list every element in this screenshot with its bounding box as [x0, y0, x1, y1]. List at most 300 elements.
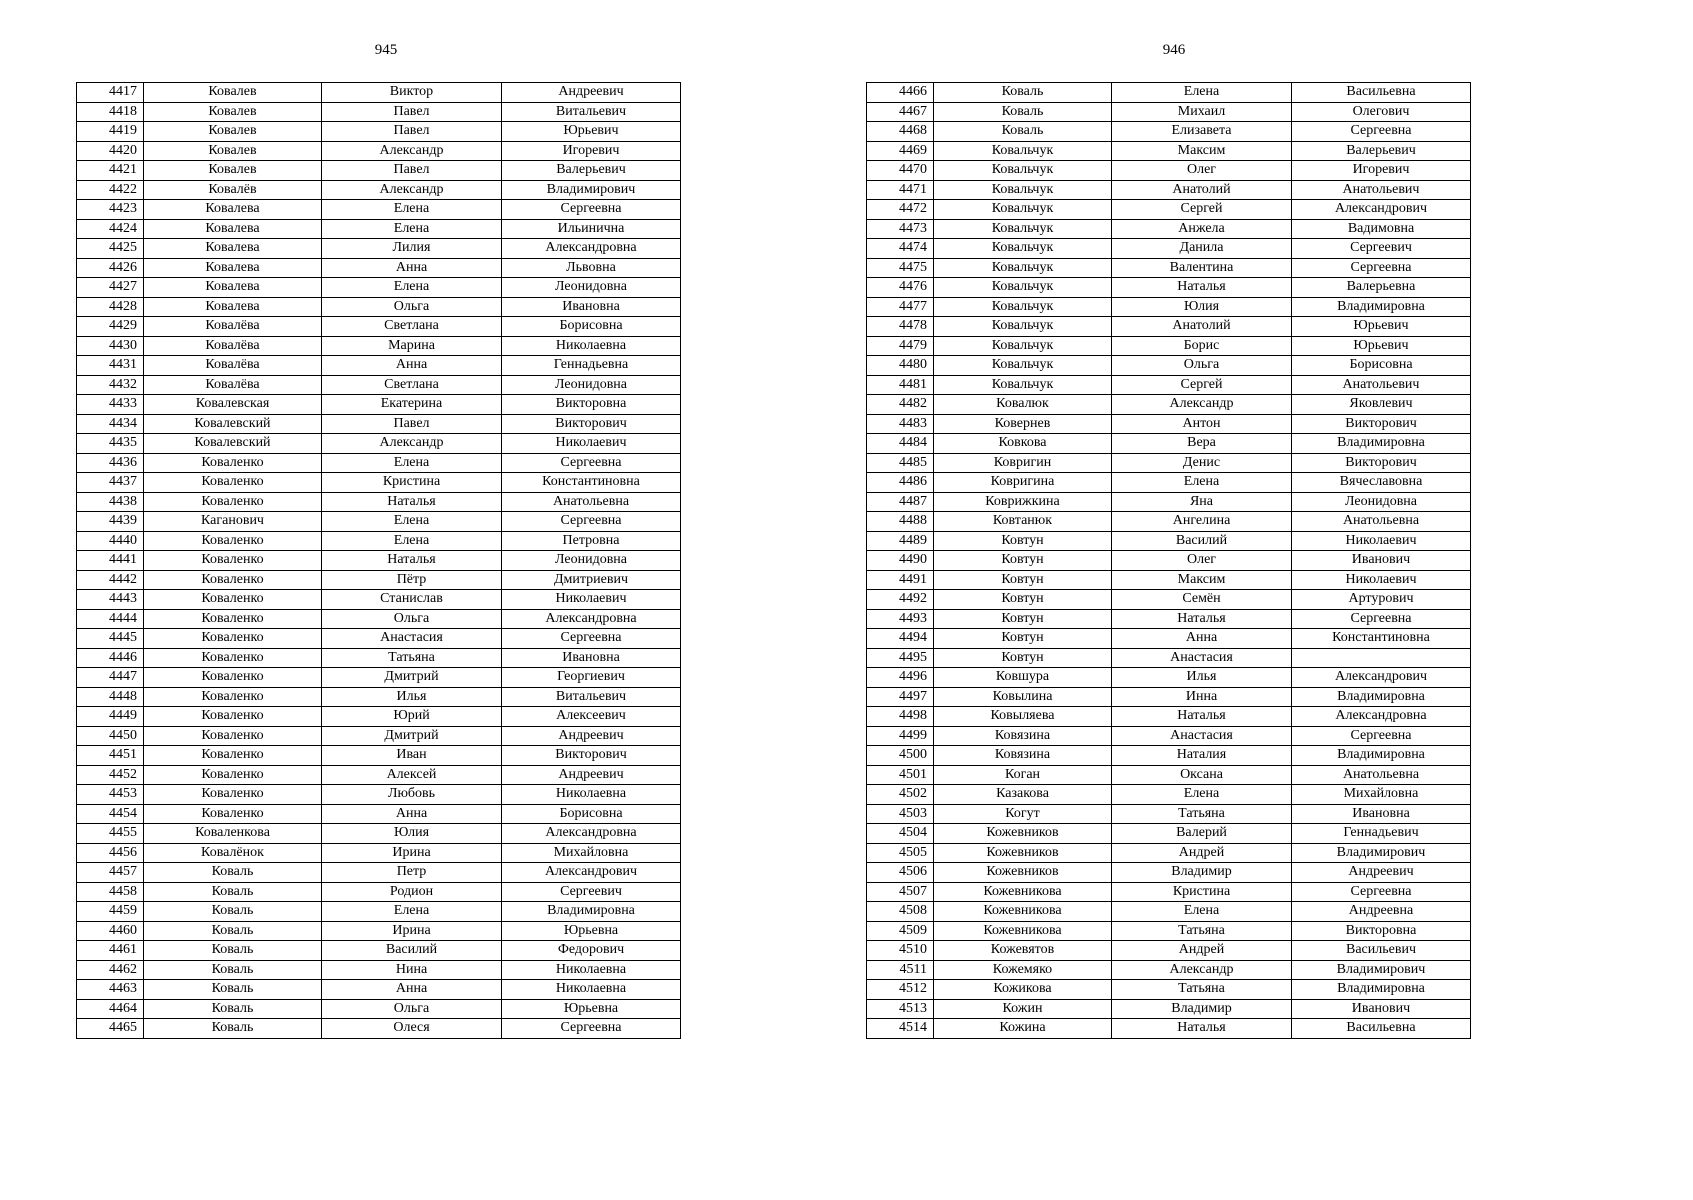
- row-number-cell: 4437: [77, 473, 144, 493]
- table-row: [77, 629, 681, 649]
- table-row: [77, 453, 681, 473]
- row-number-cell: 4511: [867, 960, 934, 980]
- table-row: [867, 239, 1471, 259]
- first-name-cell: Александр: [322, 141, 502, 161]
- patronymic-cell: Андреевич: [502, 765, 681, 785]
- patronymic-cell: Николаевич: [1292, 531, 1471, 551]
- last-name-cell: Ковалюк: [934, 395, 1112, 415]
- first-name-cell: Елена: [1112, 83, 1292, 103]
- row-number-cell: 4492: [867, 590, 934, 610]
- row-number-cell: 4436: [77, 453, 144, 473]
- row-number-cell: 4465: [77, 1019, 144, 1039]
- last-name-cell: Кожевников: [934, 824, 1112, 844]
- row-number-cell: 4424: [77, 219, 144, 239]
- page-number-right: 946: [1162, 42, 1186, 58]
- first-name-cell: Илья: [322, 687, 502, 707]
- first-name-cell: Андрей: [1112, 941, 1292, 961]
- last-name-cell: Ковалева: [144, 219, 322, 239]
- first-name-cell: Петр: [322, 863, 502, 883]
- table-row: [77, 668, 681, 688]
- patronymic-cell: Николаевич: [502, 590, 681, 610]
- last-name-cell: Коваль: [144, 1019, 322, 1039]
- table-row: [867, 551, 1471, 571]
- first-name-cell: Елена: [322, 531, 502, 551]
- patronymic-cell: Викторовна: [502, 395, 681, 415]
- table-row: [867, 83, 1471, 103]
- table-row: [77, 356, 681, 376]
- row-number-cell: 4438: [77, 492, 144, 512]
- patronymic-cell: Вячеславовна: [1292, 473, 1471, 493]
- last-name-cell: Ковалев: [144, 102, 322, 122]
- first-name-cell: Елена: [322, 219, 502, 239]
- patronymic-cell: Владимирович: [1292, 960, 1471, 980]
- first-name-cell: Татьяна: [1112, 980, 1292, 1000]
- last-name-cell: Коваль: [144, 902, 322, 922]
- first-name-cell: Елена: [322, 512, 502, 532]
- patronymic-cell: Владимировна: [1292, 687, 1471, 707]
- first-name-cell: Наталья: [1112, 1019, 1292, 1039]
- first-name-cell: Нина: [322, 960, 502, 980]
- first-name-cell: Данила: [1112, 239, 1292, 259]
- table-row: [867, 746, 1471, 766]
- table-row: [867, 863, 1471, 883]
- row-number-cell: 4425: [77, 239, 144, 259]
- row-number-cell: 4429: [77, 317, 144, 337]
- row-number-cell: 4484: [867, 434, 934, 454]
- row-number-cell: 4422: [77, 180, 144, 200]
- patronymic-cell: Викторович: [1292, 414, 1471, 434]
- last-name-cell: Коваленко: [144, 648, 322, 668]
- row-number-cell: 4454: [77, 804, 144, 824]
- row-number-cell: 4485: [867, 453, 934, 473]
- patronymic-cell: Васильевна: [1292, 83, 1471, 103]
- table-row: [867, 921, 1471, 941]
- patronymic-cell: Ивановна: [502, 297, 681, 317]
- first-name-cell: Александр: [1112, 395, 1292, 415]
- table-row: [77, 551, 681, 571]
- first-name-cell: Елена: [1112, 785, 1292, 805]
- last-name-cell: Кожикова: [934, 980, 1112, 1000]
- patronymic-cell: Михайловна: [502, 843, 681, 863]
- first-name-cell: Павел: [322, 102, 502, 122]
- row-number-cell: 4470: [867, 161, 934, 181]
- table-row: [77, 531, 681, 551]
- row-number-cell: 4478: [867, 317, 934, 337]
- row-number-cell: 4483: [867, 414, 934, 434]
- last-name-cell: Ковтун: [934, 609, 1112, 629]
- first-name-cell: Денис: [1112, 453, 1292, 473]
- first-name-cell: Олег: [1112, 551, 1292, 571]
- row-number-cell: 4462: [77, 960, 144, 980]
- patronymic-cell: Владимировна: [502, 902, 681, 922]
- last-name-cell: Коваленко: [144, 609, 322, 629]
- patronymic-cell: Геннадьевна: [502, 356, 681, 376]
- patronymic-cell: Анатольевна: [502, 492, 681, 512]
- row-number-cell: 4464: [77, 999, 144, 1019]
- table-row: [77, 278, 681, 298]
- row-number-cell: 4452: [77, 765, 144, 785]
- last-name-cell: Ковалева: [144, 200, 322, 220]
- last-name-cell: Коваленко: [144, 804, 322, 824]
- row-number-cell: 4512: [867, 980, 934, 1000]
- patronymic-cell: Васильевна: [1292, 1019, 1471, 1039]
- row-number-cell: 4508: [867, 902, 934, 922]
- first-name-cell: Антон: [1112, 414, 1292, 434]
- row-number-cell: 4430: [77, 336, 144, 356]
- patronymic-cell: [1292, 648, 1471, 668]
- first-name-cell: Анна: [322, 258, 502, 278]
- row-number-cell: 4503: [867, 804, 934, 824]
- patronymic-cell: Юрьевна: [502, 999, 681, 1019]
- patronymic-cell: Дмитриевич: [502, 570, 681, 590]
- first-name-cell: Екатерина: [322, 395, 502, 415]
- patronymic-cell: Юрьевич: [502, 122, 681, 142]
- row-number-cell: 4504: [867, 824, 934, 844]
- table-row: [77, 882, 681, 902]
- patronymic-cell: Николаевна: [502, 980, 681, 1000]
- last-name-cell: Каганович: [144, 512, 322, 532]
- table-row: [867, 707, 1471, 727]
- patronymic-cell: Александровна: [502, 239, 681, 259]
- row-number-cell: 4420: [77, 141, 144, 161]
- first-name-cell: Павел: [322, 414, 502, 434]
- table-row: [867, 161, 1471, 181]
- table-row: [77, 765, 681, 785]
- row-number-cell: 4500: [867, 746, 934, 766]
- row-number-cell: 4447: [77, 668, 144, 688]
- patronymic-cell: Витальевич: [502, 687, 681, 707]
- table-row: [867, 687, 1471, 707]
- patronymic-cell: Сергеевна: [502, 1019, 681, 1039]
- table-row: [77, 122, 681, 142]
- table-row: [77, 1019, 681, 1039]
- row-number-cell: 4433: [77, 395, 144, 415]
- patronymic-cell: Борисовна: [502, 317, 681, 337]
- row-number-cell: 4461: [77, 941, 144, 961]
- patronymic-cell: Викторович: [1292, 453, 1471, 473]
- first-name-cell: Наталья: [1112, 609, 1292, 629]
- first-name-cell: Юлия: [1112, 297, 1292, 317]
- table-row: [867, 414, 1471, 434]
- last-name-cell: Коваленко: [144, 629, 322, 649]
- first-name-cell: Олеся: [322, 1019, 502, 1039]
- table-row: [77, 921, 681, 941]
- table-row: [77, 141, 681, 161]
- table-row: [77, 336, 681, 356]
- table-row: [77, 707, 681, 727]
- row-number-cell: 4476: [867, 278, 934, 298]
- row-number-cell: 4432: [77, 375, 144, 395]
- first-name-cell: Елена: [1112, 902, 1292, 922]
- first-name-cell: Светлана: [322, 375, 502, 395]
- patronymic-cell: Андреевич: [502, 726, 681, 746]
- first-name-cell: Елена: [322, 278, 502, 298]
- row-number-cell: 4493: [867, 609, 934, 629]
- table-row: [77, 941, 681, 961]
- row-number-cell: 4510: [867, 941, 934, 961]
- first-name-cell: Татьяна: [322, 648, 502, 668]
- table-row: [77, 83, 681, 103]
- first-name-cell: Валерий: [1112, 824, 1292, 844]
- first-name-cell: Инна: [1112, 687, 1292, 707]
- patronymic-cell: Михайловна: [1292, 785, 1471, 805]
- first-name-cell: Илья: [1112, 668, 1292, 688]
- patronymic-cell: Борисовна: [1292, 356, 1471, 376]
- patronymic-cell: Игоревич: [1292, 161, 1471, 181]
- row-number-cell: 4451: [77, 746, 144, 766]
- last-name-cell: Ковалёва: [144, 317, 322, 337]
- patronymic-cell: Владимировна: [1292, 297, 1471, 317]
- patronymic-cell: Николаевна: [502, 960, 681, 980]
- first-name-cell: Анна: [322, 804, 502, 824]
- table-row: [867, 434, 1471, 454]
- first-name-cell: Родион: [322, 882, 502, 902]
- last-name-cell: Ковальчук: [934, 141, 1112, 161]
- table-row: [77, 999, 681, 1019]
- row-number-cell: 4446: [77, 648, 144, 668]
- patronymic-cell: Николаевна: [502, 785, 681, 805]
- row-number-cell: 4472: [867, 200, 934, 220]
- first-name-cell: Александр: [322, 434, 502, 454]
- first-name-cell: Дмитрий: [322, 668, 502, 688]
- row-number-cell: 4471: [867, 180, 934, 200]
- row-number-cell: 4499: [867, 726, 934, 746]
- first-name-cell: Александр: [1112, 960, 1292, 980]
- last-name-cell: Ковалева: [144, 297, 322, 317]
- patronymic-cell: Сергеевна: [1292, 122, 1471, 142]
- patronymic-cell: Васильевич: [1292, 941, 1471, 961]
- first-name-cell: Наталья: [1112, 707, 1292, 727]
- row-number-cell: 4506: [867, 863, 934, 883]
- last-name-cell: Ковалевский: [144, 434, 322, 454]
- patronymic-cell: Артурович: [1292, 590, 1471, 610]
- first-name-cell: Павел: [322, 122, 502, 142]
- last-name-cell: Кожевников: [934, 863, 1112, 883]
- table-row: [867, 375, 1471, 395]
- first-name-cell: Владимир: [1112, 863, 1292, 883]
- patronymic-cell: Геннадьевич: [1292, 824, 1471, 844]
- row-number-cell: 4444: [77, 609, 144, 629]
- table-row: [867, 200, 1471, 220]
- patronymic-cell: Федорович: [502, 941, 681, 961]
- table-row: [77, 648, 681, 668]
- last-name-cell: Коган: [934, 765, 1112, 785]
- last-name-cell: Коваленко: [144, 570, 322, 590]
- table-row: [77, 570, 681, 590]
- first-name-cell: Пётр: [322, 570, 502, 590]
- last-name-cell: Ковальчук: [934, 219, 1112, 239]
- row-number-cell: 4482: [867, 395, 934, 415]
- last-name-cell: Коваленко: [144, 668, 322, 688]
- patronymic-cell: Андреевич: [1292, 863, 1471, 883]
- row-number-cell: 4450: [77, 726, 144, 746]
- table-row: [867, 785, 1471, 805]
- table-row: [867, 648, 1471, 668]
- row-number-cell: 4473: [867, 219, 934, 239]
- patronymic-cell: Владимирович: [1292, 843, 1471, 863]
- last-name-cell: Коваль: [144, 863, 322, 883]
- first-name-cell: Алексей: [322, 765, 502, 785]
- first-name-cell: Михаил: [1112, 102, 1292, 122]
- row-number-cell: 4498: [867, 707, 934, 727]
- row-number-cell: 4507: [867, 882, 934, 902]
- first-name-cell: Вера: [1112, 434, 1292, 454]
- last-name-cell: Ковалева: [144, 239, 322, 259]
- patronymic-cell: Николаевна: [502, 336, 681, 356]
- last-name-cell: Ковалев: [144, 161, 322, 181]
- patronymic-cell: Викторович: [502, 746, 681, 766]
- patronymic-cell: Сергеевна: [1292, 726, 1471, 746]
- table-row: [77, 161, 681, 181]
- row-number-cell: 4439: [77, 512, 144, 532]
- row-number-cell: 4495: [867, 648, 934, 668]
- row-number-cell: 4417: [77, 83, 144, 103]
- last-name-cell: Коваленко: [144, 590, 322, 610]
- first-name-cell: Кристина: [322, 473, 502, 493]
- last-name-cell: Ковальчук: [934, 297, 1112, 317]
- patronymic-cell: Николаевич: [1292, 570, 1471, 590]
- first-name-cell: Иван: [322, 746, 502, 766]
- last-name-cell: Коваль: [934, 83, 1112, 103]
- table-row: [77, 746, 681, 766]
- table-row: [867, 531, 1471, 551]
- last-name-cell: Коваль: [144, 960, 322, 980]
- first-name-cell: Наталия: [1112, 746, 1292, 766]
- patronymic-cell: Владимирович: [502, 180, 681, 200]
- last-name-cell: Ковыляева: [934, 707, 1112, 727]
- first-name-cell: Наталья: [322, 551, 502, 571]
- table-row: [77, 804, 681, 824]
- last-name-cell: Коваленко: [144, 785, 322, 805]
- first-name-cell: Оксана: [1112, 765, 1292, 785]
- patronymic-cell: Игоревич: [502, 141, 681, 161]
- table-row: [867, 453, 1471, 473]
- last-name-cell: Ковальчук: [934, 375, 1112, 395]
- table-row: [77, 980, 681, 1000]
- last-name-cell: Кожемяко: [934, 960, 1112, 980]
- first-name-cell: Ольга: [1112, 356, 1292, 376]
- row-number-cell: 4488: [867, 512, 934, 532]
- row-number-cell: 4469: [867, 141, 934, 161]
- first-name-cell: Ангелина: [1112, 512, 1292, 532]
- first-name-cell: Елизавета: [1112, 122, 1292, 142]
- first-name-cell: Максим: [1112, 141, 1292, 161]
- patronymic-cell: Анатольевна: [1292, 765, 1471, 785]
- last-name-cell: Коваленко: [144, 765, 322, 785]
- first-name-cell: Валентина: [1112, 258, 1292, 278]
- patronymic-cell: Александрович: [502, 863, 681, 883]
- first-name-cell: Дмитрий: [322, 726, 502, 746]
- first-name-cell: Татьяна: [1112, 804, 1292, 824]
- table-row: [77, 492, 681, 512]
- table-row: [867, 765, 1471, 785]
- name-table-left: [76, 82, 681, 1039]
- last-name-cell: Коваленко: [144, 726, 322, 746]
- first-name-cell: Юлия: [322, 824, 502, 844]
- table-row: [867, 512, 1471, 532]
- first-name-cell: Анна: [1112, 629, 1292, 649]
- last-name-cell: Коваленко: [144, 492, 322, 512]
- row-number-cell: 4460: [77, 921, 144, 941]
- last-name-cell: Ковалева: [144, 278, 322, 298]
- patronymic-cell: Ивановна: [1292, 804, 1471, 824]
- last-name-cell: Кожевятов: [934, 941, 1112, 961]
- patronymic-cell: Сергеевна: [502, 629, 681, 649]
- patronymic-cell: Андреевна: [1292, 902, 1471, 922]
- row-number-cell: 4497: [867, 687, 934, 707]
- table-row: [867, 122, 1471, 142]
- patronymic-cell: Петровна: [502, 531, 681, 551]
- first-name-cell: Юрий: [322, 707, 502, 727]
- table-row: [77, 375, 681, 395]
- patronymic-cell: Александровна: [502, 824, 681, 844]
- last-name-cell: Коваленко: [144, 707, 322, 727]
- row-number-cell: 4509: [867, 921, 934, 941]
- table-row: [867, 941, 1471, 961]
- row-number-cell: 4467: [867, 102, 934, 122]
- first-name-cell: Максим: [1112, 570, 1292, 590]
- row-number-cell: 4487: [867, 492, 934, 512]
- patronymic-cell: Леонидовна: [1292, 492, 1471, 512]
- first-name-cell: Василий: [1112, 531, 1292, 551]
- patronymic-cell: Ивановна: [502, 648, 681, 668]
- patronymic-cell: Сергеевна: [502, 453, 681, 473]
- last-name-cell: Коваленко: [144, 453, 322, 473]
- patronymic-cell: Николаевич: [502, 434, 681, 454]
- table-row: [867, 960, 1471, 980]
- table-row: [867, 609, 1471, 629]
- table-row: [77, 219, 681, 239]
- table-row: [867, 336, 1471, 356]
- last-name-cell: Ковальчук: [934, 239, 1112, 259]
- first-name-cell: Елена: [1112, 473, 1292, 493]
- last-name-cell: Ковшура: [934, 668, 1112, 688]
- row-number-cell: 4431: [77, 356, 144, 376]
- table-row: [867, 102, 1471, 122]
- last-name-cell: Ковалёв: [144, 180, 322, 200]
- table-row: [867, 492, 1471, 512]
- row-number-cell: 4428: [77, 297, 144, 317]
- patronymic-cell: Владимировна: [1292, 746, 1471, 766]
- last-name-cell: Ковтун: [934, 648, 1112, 668]
- last-name-cell: Ковязина: [934, 726, 1112, 746]
- first-name-cell: Борис: [1112, 336, 1292, 356]
- patronymic-cell: Юрьевич: [1292, 336, 1471, 356]
- patronymic-cell: Иванович: [1292, 551, 1471, 571]
- first-name-cell: Любовь: [322, 785, 502, 805]
- patronymic-cell: Андреевич: [502, 83, 681, 103]
- patronymic-cell: Сергеевна: [502, 512, 681, 532]
- last-name-cell: Ковалевская: [144, 395, 322, 415]
- patronymic-cell: Иванович: [1292, 999, 1471, 1019]
- patronymic-cell: Анатольевна: [1292, 512, 1471, 532]
- last-name-cell: Коваленкова: [144, 824, 322, 844]
- table-row: [867, 590, 1471, 610]
- row-number-cell: 4477: [867, 297, 934, 317]
- first-name-cell: Анастасия: [1112, 726, 1292, 746]
- row-number-cell: 4480: [867, 356, 934, 376]
- patronymic-cell: Александровна: [1292, 707, 1471, 727]
- row-number-cell: 4481: [867, 375, 934, 395]
- row-number-cell: 4463: [77, 980, 144, 1000]
- last-name-cell: Ковылина: [934, 687, 1112, 707]
- table-row: [77, 395, 681, 415]
- last-name-cell: Коваль: [934, 122, 1112, 142]
- row-number-cell: 4490: [867, 551, 934, 571]
- table-row: [867, 570, 1471, 590]
- last-name-cell: Ковалев: [144, 141, 322, 161]
- first-name-cell: Марина: [322, 336, 502, 356]
